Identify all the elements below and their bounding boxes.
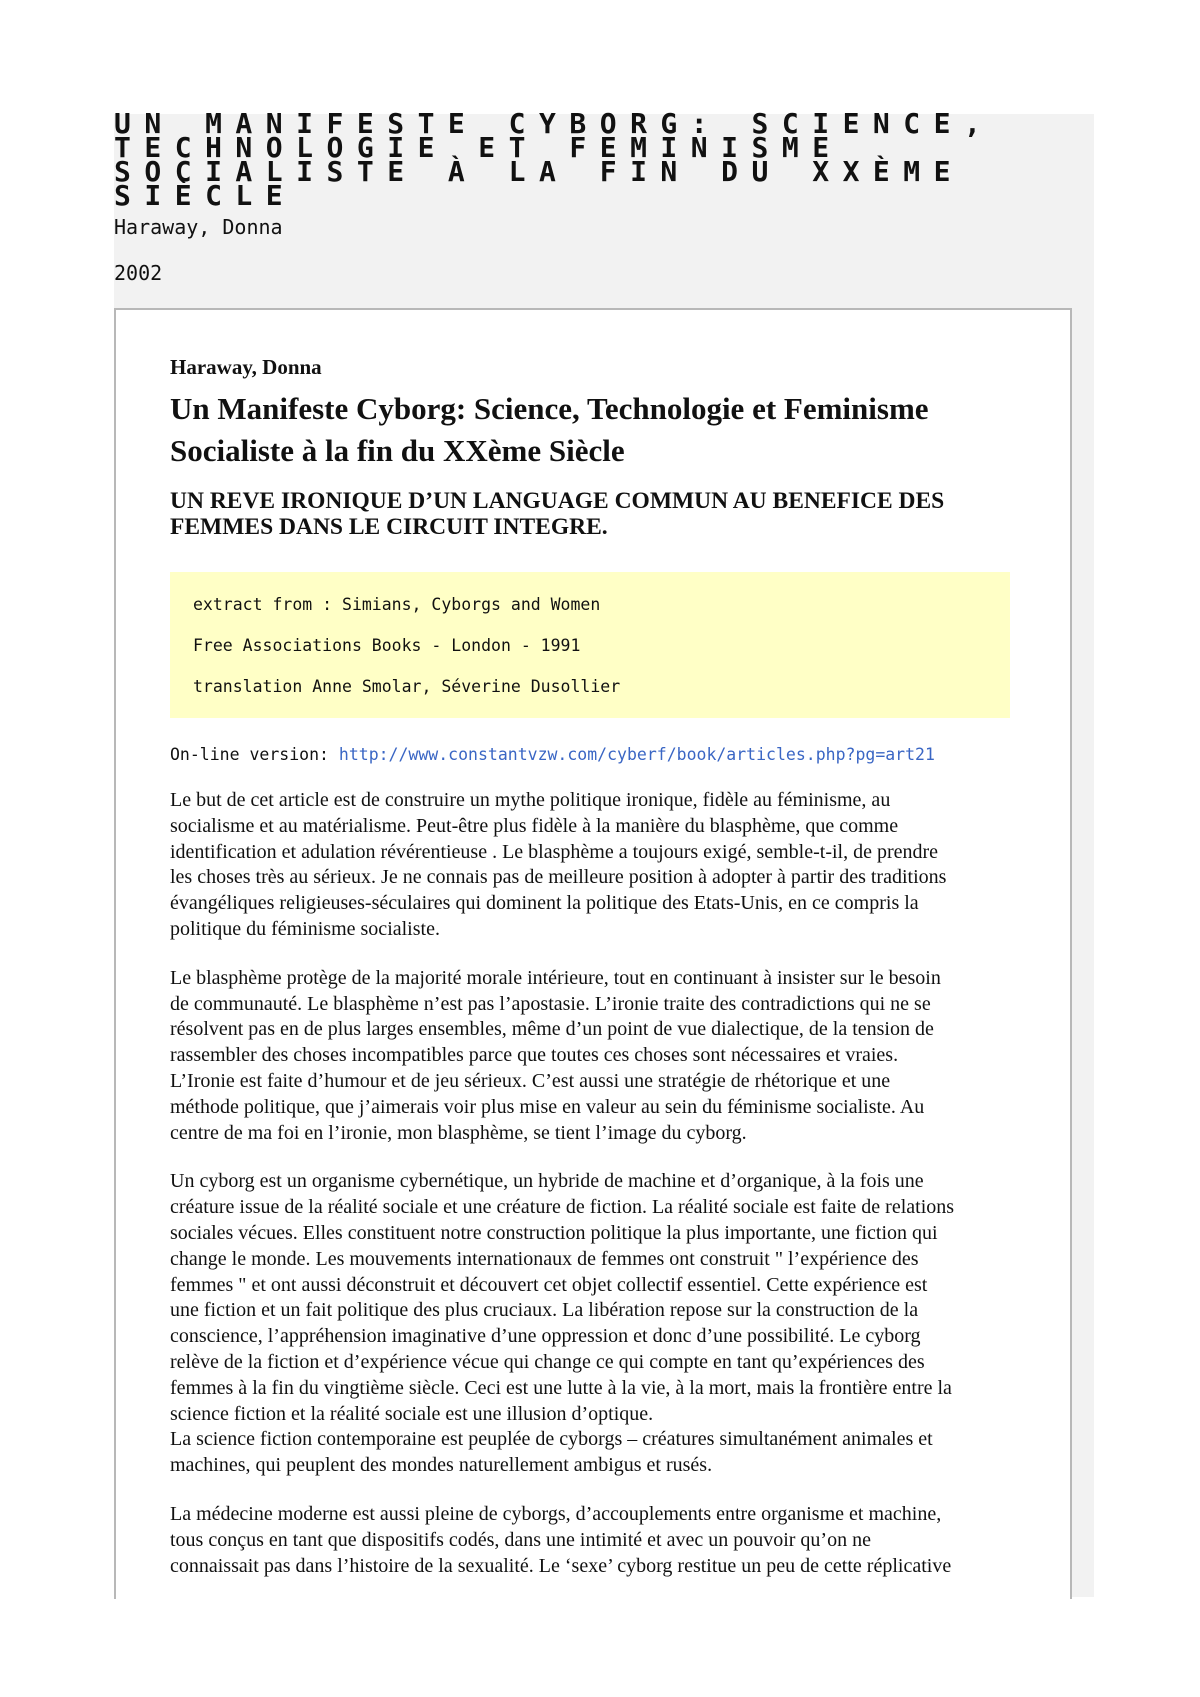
article-author: Haraway, Donna: [170, 355, 322, 379]
body-line: une fiction et un fait politique des plus cruciaux. La libération repose sur la construction de la: [170, 1299, 919, 1322]
body-line: socialisme et au matérialisme. Peut-être plus fidèle à la manière du blasphème, que comme: [170, 814, 899, 837]
body-line: évangéliques religieuses-séculaires qui dominent la politique des Etats-Unis, en ce compris la: [170, 892, 919, 915]
body-line: méthode politique, que j’aimerais voir plus mise en valeur au sein du féminisme socialiste. Au: [170, 1095, 925, 1118]
body-line: La science fiction contemporaine est peuplée de cyborgs – créatures simultanément animales et: [170, 1428, 933, 1451]
body-line: change le monde. Les mouvements internationaux de femmes ont construit " l’expérience des: [170, 1247, 919, 1270]
body-line: résolvent pas en de plus larges ensembles, même d’un point de vue dialectique, de la tension de: [170, 1018, 934, 1041]
source-note-box: [170, 572, 1010, 718]
body-line: rassembler des choses incompatibles parce que toutes ces choses sont nécessaires et vraies.: [170, 1044, 899, 1067]
body-line: connaissait pas dans l’histoire de la sexualité. Le ‘sexe’ cyborg restitue un peu de cette réplicative: [170, 1554, 952, 1577]
body-line: femmes à la fin du vingtième siècle. Ceci est une lutte à la vie, à la mort, mais la frontière entre la: [170, 1376, 952, 1399]
page-year: 2002: [114, 261, 163, 285]
article-subtitle: UN REVE IRONIQUE D’UN LANGUAGE COMMUN AU BENEFICE DES FEMMES DANS LE CIRCUIT INTEGRE.: [170, 488, 945, 540]
body-line: centre de ma foi en l’ironie, mon blasphème, se tient l’image du cyborg.: [170, 1121, 747, 1144]
article-title: Un Manifeste Cyborg: Science, Technologie et Feminisme Socialiste à la fin du XXème Siècle: [170, 391, 929, 468]
body-line: femmes " et ont aussi déconstruit et découvert cet objet collectif essentiel. Cette expérience est: [170, 1273, 928, 1296]
body-paragraph: [170, 966, 1010, 1147]
body-line: Le but de cet article est de construire un mythe politique ironique, fidèle au féminisme, au: [170, 789, 891, 811]
body-line: tous conçus en tant que dispositifs codés, dans une intimité et avec un pouvoir qu’on ne: [170, 1528, 871, 1551]
body-line: sociales vécues. Elles constituent notre construction politique la plus importante, une fiction qui: [170, 1221, 938, 1244]
body-line: relève de la fiction et d’expérience vécue qui change ce qui compte en tant qu’expériences des: [170, 1350, 925, 1373]
body-line: politique du féminisme socialiste.: [170, 917, 440, 940]
body-paragraph: [170, 788, 1010, 943]
body-line: science fiction et la réalité sociale est une illusion d’optique.: [170, 1402, 654, 1425]
online-version-label: On-line version:: [170, 745, 339, 764]
source-translation: translation Anne Smolar, Séverine Dusollier: [193, 677, 621, 696]
online-version: [170, 742, 1010, 768]
article-body: [170, 788, 1010, 1599]
body-line: identification et adulation révérentieuse . Le blasphème a toujours exigé, semble-t-il, de prendre: [170, 840, 939, 863]
body-paragraph: [170, 1502, 1010, 1579]
body-line: machines, qui peuplent des mondes naturellement ambigus et rusés.: [170, 1454, 713, 1477]
body-line: L’Ironie est faite d’humour et de jeu sérieux. C’est aussi une stratégie de rhétorique et une: [170, 1069, 891, 1092]
body-line: créature issue de la réalité sociale et une créature de fiction. La réalité sociale est faite de relations: [170, 1196, 955, 1219]
body-line: Un cyborg est un organisme cybernétique, un hybride de machine et d’organique, à la fois une: [170, 1170, 924, 1193]
source-extract: extract from : Simians, Cyborgs and Women: [193, 595, 601, 614]
online-version-link[interactable]: http://www.constantvzw.com/cyberf/book/articles.php?pg=art21: [338, 745, 935, 764]
source-publisher: Free Associations Books - London - 1991: [193, 636, 581, 655]
body-line: conscience, l’appréhension imaginative d’une oppression et donc d’une possibilité. Le cyborg: [170, 1325, 921, 1348]
body-line: de communauté. Le blasphème n’est pas l’apostasie. L’ironie traite des contradictions qui ne se: [170, 992, 931, 1015]
body-line: les choses très au sérieux. Je ne connais pas de meilleure position à adopter à partir des traditions: [170, 866, 947, 889]
body-line: Le blasphème protège de la majorité morale intérieure, tout en continuant à insister sur le besoin: [170, 966, 941, 989]
article-frame: [114, 308, 1072, 1599]
page-title: UN MANIFESTE CYBORG: SCIENCE, TECHNOLOGIE ET FEMINISME SOCIALISTE À LA FIN DU XXÈME SIÈCLE: [114, 107, 995, 212]
body-paragraph: [170, 1169, 1010, 1479]
body-line: La médecine moderne est aussi pleine de cyborgs, d’accouplements entre organisme et machine,: [170, 1502, 942, 1525]
page-author: Haraway, Donna: [114, 215, 283, 239]
